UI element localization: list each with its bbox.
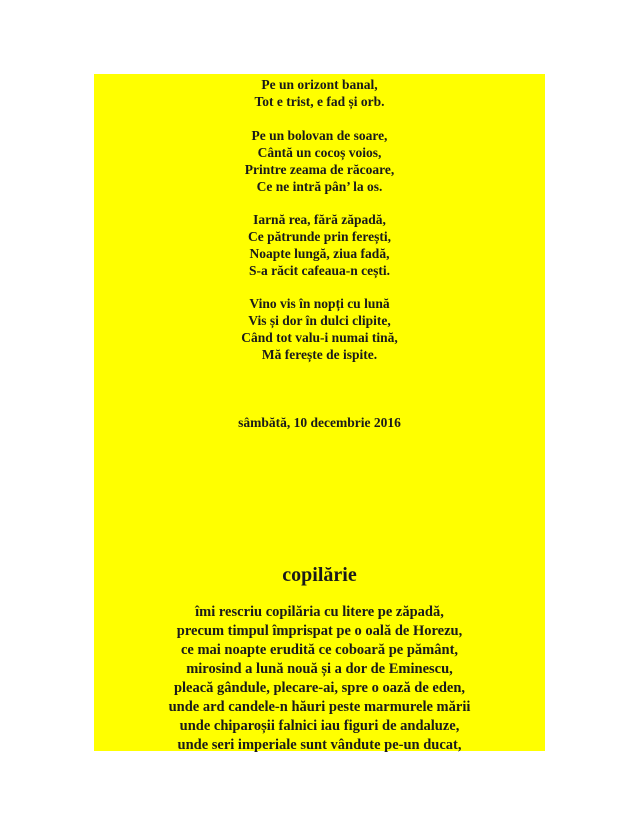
- poem-line: Când tot valu-i numai tină,: [241, 330, 398, 345]
- poem-line: Pe un orizont banal,: [261, 77, 378, 92]
- poem-line: mirosind a lună nouă și a dor de Eminescu,: [186, 661, 453, 677]
- post-date: sâmbătă, 10 decembrie 2016: [238, 415, 401, 430]
- poem-line: Ce ne intră pân’ la os.: [256, 179, 383, 194]
- poem-line: Printre zeama de răcoare,: [244, 162, 395, 177]
- poem-line: precum timpul împrispat pe o oală de Horezu,: [176, 623, 463, 639]
- poem-line: Tot e trist, e fad și orb.: [254, 94, 385, 109]
- poem-line: pleacă gândule, plecare-ai, spre o oază de eden,: [173, 680, 466, 696]
- poem-line: Pe un bolovan de soare,: [251, 128, 388, 143]
- page-panel: [94, 74, 545, 751]
- poem-line: Cântă un cocoș voios,: [257, 145, 382, 160]
- poem-line: Ce pătrunde prin ferești,: [248, 229, 391, 244]
- poem-line: îmi rescriu copilăria cu litere pe zăpadă,: [195, 604, 444, 620]
- poem-line: Vino vis în nopți cu lună: [249, 296, 390, 311]
- poem-line: unde ard candele-n hăuri peste marmurele mării: [168, 699, 471, 715]
- poem-line: S-a răcit cafeaua-n cești.: [249, 263, 390, 278]
- poem-line: ce mai noapte erudită ce coboară pe pământ,: [180, 642, 459, 658]
- poem-line: Vis și dor în dulci clipite,: [248, 313, 391, 328]
- poem-title: copilărie: [282, 564, 357, 586]
- poem-line: unde chiparoșii falnici iau figuri de andaluze,: [179, 718, 460, 734]
- poem-line: Iarnă rea, fără zăpadă,: [253, 212, 386, 227]
- poem-line: Noapte lungă, ziua fadă,: [249, 246, 390, 261]
- poem-line: unde seri imperiale sunt vândute pe-un ducat,: [177, 737, 462, 753]
- poem-line: Mă ferește de ispite.: [261, 347, 378, 362]
